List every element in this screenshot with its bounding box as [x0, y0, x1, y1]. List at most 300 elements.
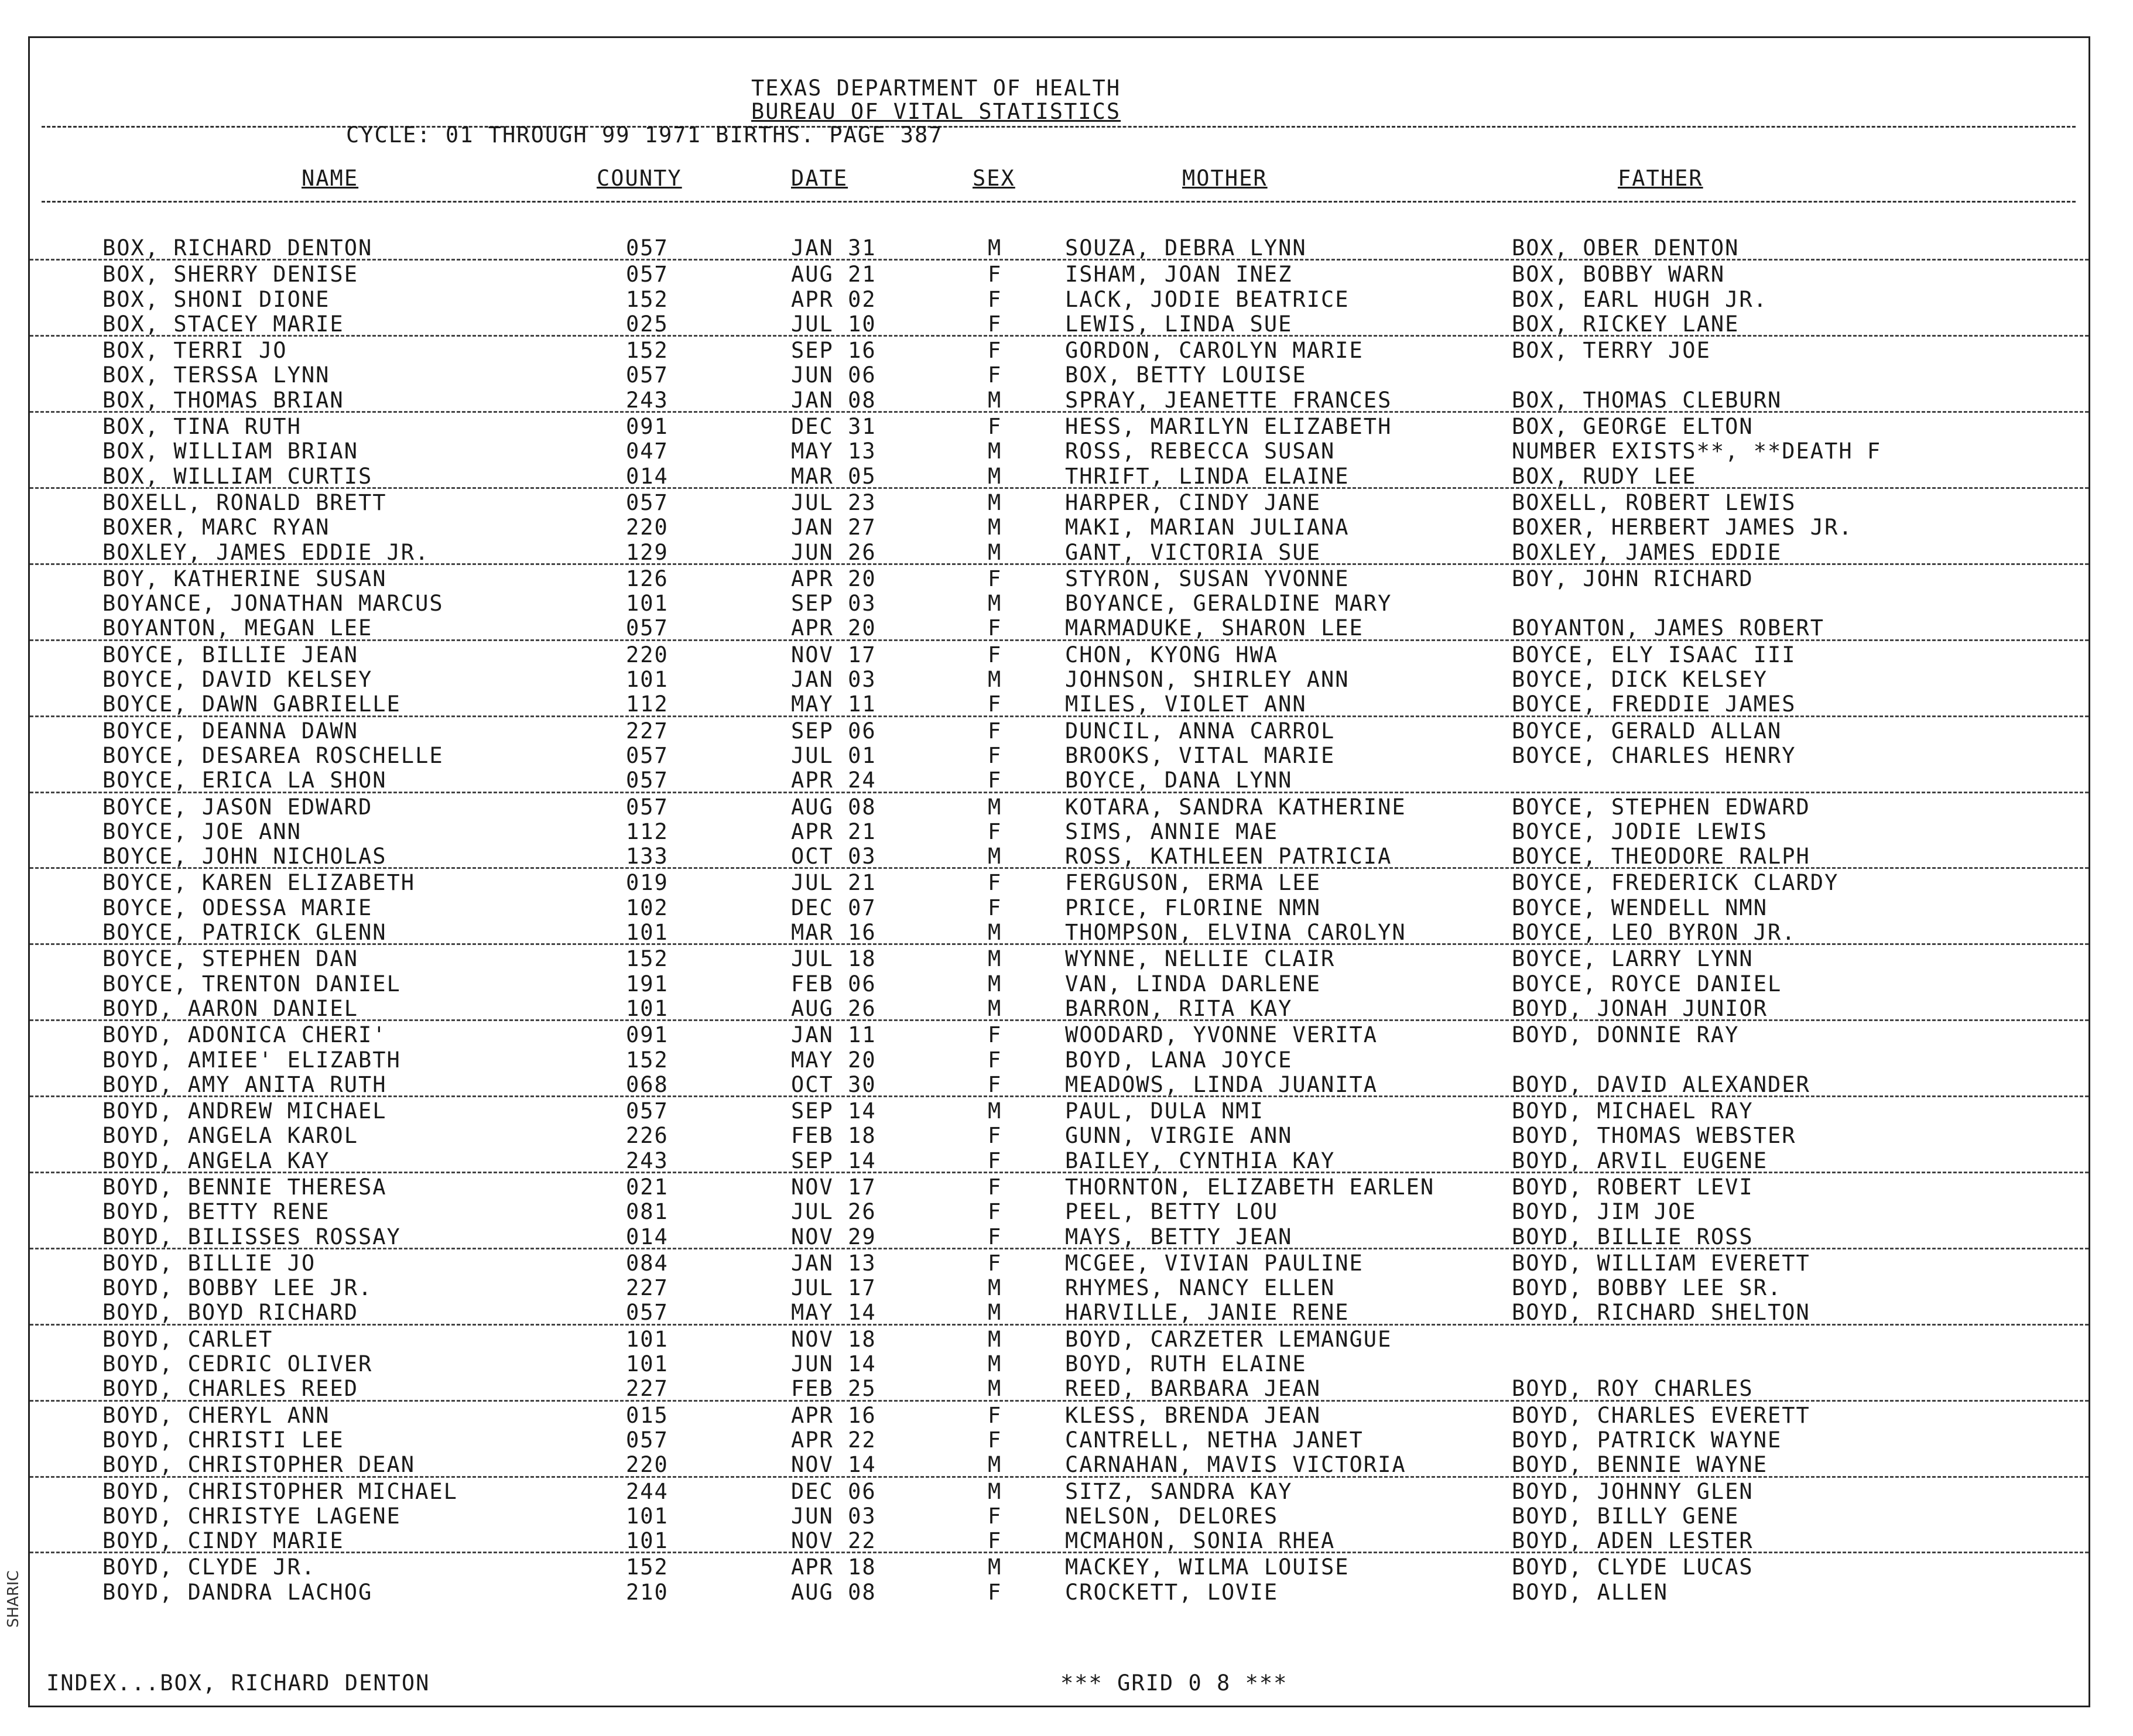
cell-county: 244	[626, 1478, 669, 1504]
cell-mother: BAILEY, CYNTHIA KAY	[1065, 1148, 1336, 1173]
cell-name: BOYCE, KAREN ELIZABETH	[102, 870, 416, 896]
cell-date: NOV 17	[791, 642, 877, 667]
cell-name: BOX, STACEY MARIE	[102, 311, 344, 337]
cell-mother: HARVILLE, JANIE RENE	[1065, 1300, 1350, 1326]
cell-father: BOYD, ADEN LESTER	[1512, 1528, 1754, 1554]
cell-father: BOYD, ROBERT LEVI	[1512, 1174, 1754, 1200]
cell-county: 226	[626, 1123, 669, 1149]
cell-name: BOYCE, JOE ANN	[102, 819, 302, 844]
cell-sex: M	[988, 946, 1002, 972]
cell-sex: M	[988, 1478, 1002, 1504]
cell-name: BOYD, CHRISTYE LAGENE	[102, 1503, 401, 1529]
cell-name: BOYANCE, JONATHAN MARCUS	[102, 591, 444, 617]
table-row	[30, 1502, 2089, 1527]
cell-mother: GORDON, CAROLYN MARIE	[1065, 338, 1364, 364]
cell-date: JUL 21	[791, 870, 877, 896]
table-row	[30, 1097, 2089, 1122]
cell-mother: STYRON, SUSAN YVONNE	[1065, 566, 1350, 591]
cell-father: BOYCE, STEPHEN EDWARD	[1512, 794, 1810, 820]
cell-name: BOYCE, JASON EDWARD	[102, 794, 373, 820]
cell-sex: M	[988, 439, 1002, 464]
cell-mother: ROSS, REBECCA SUSAN	[1065, 439, 1336, 464]
cell-name: BOYD, AARON DANIEL	[102, 995, 358, 1021]
table-row	[30, 995, 2089, 1021]
cell-sex: M	[988, 1275, 1002, 1301]
table-row	[30, 513, 2089, 538]
cell-county: 210	[626, 1579, 669, 1605]
column-header-name: NAME	[302, 166, 359, 191]
table-row	[30, 1249, 2089, 1274]
cell-county: 112	[626, 819, 669, 844]
cell-mother: BOX, BETTY LOUISE	[1065, 362, 1307, 388]
cell-mother: WYNNE, NELLIE CLAIR	[1065, 946, 1336, 972]
cell-father: BOYD, THOMAS WEBSTER	[1512, 1123, 1796, 1149]
cell-sex: M	[988, 667, 1002, 693]
cell-name: BOYCE, DAVID KELSEY	[102, 667, 373, 693]
cell-sex: M	[988, 1554, 1002, 1580]
cell-county: 057	[626, 362, 669, 388]
table-row	[30, 1122, 2089, 1149]
cell-county: 057	[626, 768, 669, 793]
table-row	[30, 793, 2089, 818]
table-row	[30, 1274, 2089, 1299]
cell-date: JUL 18	[791, 946, 877, 972]
cell-county: 227	[626, 718, 669, 744]
cell-county: 101	[626, 995, 669, 1021]
cell-sex: F	[988, 362, 1002, 388]
cell-father: BOYD, MICHAEL RAY	[1512, 1098, 1754, 1124]
cell-sex: F	[988, 1427, 1002, 1453]
cell-name: BOYCE, DEANNA DAWN	[102, 718, 358, 744]
cell-name: BOX, RICHARD DENTON	[102, 235, 373, 261]
table-row	[30, 614, 2089, 641]
cell-mother: MAKI, MARIAN JULIANA	[1065, 515, 1350, 540]
cell-sex: F	[988, 1071, 1002, 1097]
cell-name: BOYD, AMIEE' ELIZABTH	[102, 1047, 401, 1073]
cell-father: BOYD, JONAH JUNIOR	[1512, 995, 1768, 1021]
cell-name: BOYCE, ERICA LA SHON	[102, 768, 387, 793]
cell-date: JAN 13	[791, 1250, 877, 1276]
cell-date: SEP 03	[791, 591, 877, 617]
cell-county: 133	[626, 844, 669, 869]
cell-name: BOYD, CHRISTOPHER MICHAEL	[102, 1478, 458, 1504]
cell-name: BOX, THOMAS BRIAN	[102, 387, 344, 413]
cell-mother: FERGUSON, ERMA LEE	[1065, 870, 1321, 896]
cell-date: MAY 14	[791, 1300, 877, 1326]
cell-date: NOV 29	[791, 1224, 877, 1249]
table-row	[30, 970, 2089, 995]
cell-mother: MACKEY, WILMA LOUISE	[1065, 1554, 1350, 1580]
cell-sex: F	[988, 1402, 1002, 1428]
cell-sex: F	[988, 768, 1002, 793]
cell-father: BOYD, JIM JOE	[1512, 1199, 1697, 1225]
cell-sex: M	[988, 489, 1002, 515]
cell-mother: BOYD, CARZETER LEMANGUE	[1065, 1326, 1392, 1352]
cell-mother: WOODARD, YVONNE VERITA	[1065, 1022, 1378, 1048]
cell-name: BOXLEY, JAMES EDDIE JR.	[102, 539, 430, 565]
cell-sex: M	[988, 844, 1002, 869]
cell-sex: M	[988, 539, 1002, 565]
cell-name: BOYD, BILLIE JO	[102, 1250, 316, 1276]
bureau-title: BUREAU OF VITAL STATISTICS	[751, 99, 1121, 124]
cell-name: BOX, WILLIAM BRIAN	[102, 439, 358, 464]
cell-date: JAN 11	[791, 1022, 877, 1048]
cell-mother: MAYS, BETTY JEAN	[1065, 1224, 1293, 1249]
cell-name: BOYCE, TRENTON DANIEL	[102, 971, 401, 997]
table-row	[30, 1375, 2089, 1401]
cell-name: BOYANTON, MEGAN LEE	[102, 615, 373, 641]
cell-father: BOYD, JOHNNY GLEN	[1512, 1478, 1754, 1504]
cell-date: MAY 11	[791, 691, 877, 717]
cell-sex: F	[988, 819, 1002, 844]
cell-father: BOYCE, LARRY LYNN	[1512, 946, 1754, 972]
cell-mother: PEEL, BETTY LOU	[1065, 1199, 1279, 1225]
cell-county: 152	[626, 1554, 669, 1580]
cell-date: DEC 06	[791, 1478, 877, 1504]
cell-date: AUG 26	[791, 995, 877, 1021]
cell-date: DEC 07	[791, 895, 877, 920]
cell-mother: NELSON, DELORES	[1065, 1503, 1279, 1529]
cell-sex: F	[988, 870, 1002, 896]
cell-sex: M	[988, 1326, 1002, 1352]
table-row	[30, 310, 2089, 337]
cell-mother: BARRON, RITA KAY	[1065, 995, 1293, 1021]
cell-date: MAR 16	[791, 920, 877, 946]
column-header-sex: SEX	[973, 166, 1015, 191]
cell-county: 152	[626, 338, 669, 364]
column-header-mother: MOTHER	[1182, 166, 1268, 191]
cell-father: BOY, JOHN RICHARD	[1512, 566, 1754, 591]
cell-mother: MEADOWS, LINDA JUANITA	[1065, 1071, 1378, 1097]
cell-father: BOX, RUDY LEE	[1512, 463, 1697, 489]
cell-name: BOX, TINA RUTH	[102, 414, 302, 440]
cell-father: BOX, TERRY JOE	[1512, 338, 1711, 364]
table-row	[30, 843, 2089, 869]
table-row	[30, 1350, 2089, 1375]
cell-date: MAY 13	[791, 439, 877, 464]
cell-date: FEB 18	[791, 1123, 877, 1149]
table-row	[30, 463, 2089, 489]
cell-county: 025	[626, 311, 669, 337]
grid-label: *** GRID 0 8 ***	[1060, 1670, 1288, 1696]
cell-mother: SITZ, SANDRA KAY	[1065, 1478, 1293, 1504]
cell-sex: M	[988, 387, 1002, 413]
cell-sex: F	[988, 742, 1002, 768]
cell-father: BOYD, WILLIAM EVERETT	[1512, 1250, 1810, 1276]
cell-father: BOYD, BILLY GENE	[1512, 1503, 1740, 1529]
table-row	[30, 1173, 2089, 1198]
cell-county: 057	[626, 615, 669, 641]
cell-sex: F	[988, 1022, 1002, 1048]
cell-county: 191	[626, 971, 669, 997]
cell-mother: THRIFT, LINDA ELAINE	[1065, 463, 1350, 489]
cell-father: BOYCE, GERALD ALLAN	[1512, 718, 1782, 744]
cell-name: BOYD, ANDREW MICHAEL	[102, 1098, 387, 1124]
cell-date: NOV 14	[791, 1452, 877, 1478]
cell-mother: BOYCE, DANA LYNN	[1065, 768, 1293, 793]
cell-father: NUMBER EXISTS**, **DEATH F	[1512, 439, 1882, 464]
cell-name: BOYD, BOYD RICHARD	[102, 1300, 358, 1326]
cell-date: JUN 03	[791, 1503, 877, 1529]
column-header-date: DATE	[791, 166, 848, 191]
cell-date: FEB 25	[791, 1376, 877, 1402]
cell-father: BOX, BOBBY WARN	[1512, 262, 1725, 287]
cell-date: JUL 23	[791, 489, 877, 515]
cell-county: 047	[626, 439, 669, 464]
cell-mother: VAN, LINDA DARLENE	[1065, 971, 1321, 997]
cell-date: MAY 20	[791, 1047, 877, 1073]
cell-sex: F	[988, 1174, 1002, 1200]
cell-county: 101	[626, 591, 669, 617]
cell-county: 152	[626, 1047, 669, 1073]
cell-date: FEB 06	[791, 971, 877, 997]
cell-mother: REED, BARBARA JEAN	[1065, 1376, 1321, 1402]
cell-sex: F	[988, 1250, 1002, 1276]
cell-name: BOYD, BETTY RENE	[102, 1199, 330, 1225]
cell-name: BOYCE, DESAREA ROSCHELLE	[102, 742, 444, 768]
cell-county: 084	[626, 1250, 669, 1276]
cell-county: 101	[626, 1326, 669, 1352]
cell-sex: F	[988, 566, 1002, 591]
cell-sex: M	[988, 971, 1002, 997]
cell-county: 019	[626, 870, 669, 896]
cell-father: BOXLEY, JAMES EDDIE	[1512, 539, 1782, 565]
cell-county: 220	[626, 642, 669, 667]
table-row	[30, 1527, 2089, 1553]
column-header-divider	[42, 201, 2076, 203]
cell-father: BOYD, ALLEN	[1512, 1579, 1669, 1605]
cell-father: BOYCE, CHARLES HENRY	[1512, 742, 1796, 768]
table-row	[30, 1021, 2089, 1046]
cell-mother: CARNAHAN, MAVIS VICTORIA	[1065, 1452, 1406, 1478]
table-row	[30, 413, 2089, 440]
table-row	[30, 690, 2089, 717]
cell-mother: HESS, MARILYN ELIZABETH	[1065, 414, 1392, 440]
cell-father: BOYCE, ELY ISAAC III	[1512, 642, 1796, 667]
cell-father: BOYCE, JODIE LEWIS	[1512, 819, 1768, 844]
cell-name: BOYCE, ODESSA MARIE	[102, 895, 373, 920]
cell-date: SEP 14	[791, 1148, 877, 1173]
table-row	[30, 641, 2089, 666]
cell-sex: F	[988, 718, 1002, 744]
cell-name: BOYD, BENNIE THERESA	[102, 1174, 387, 1200]
cell-mother: MARMADUKE, SHARON LEE	[1065, 615, 1364, 641]
cell-county: 101	[626, 1503, 669, 1529]
record-sheet	[28, 36, 2090, 1707]
cell-father: BOYCE, DICK KELSEY	[1512, 667, 1768, 693]
cell-father: BOYCE, ROYCE DANIEL	[1512, 971, 1782, 997]
cell-mother: JOHNSON, SHIRLEY ANN	[1065, 667, 1350, 693]
cell-sex: F	[988, 262, 1002, 287]
table-row	[30, 766, 2089, 793]
cell-county: 129	[626, 539, 669, 565]
cell-county: 068	[626, 1071, 669, 1097]
cell-mother: KOTARA, SANDRA KATHERINE	[1065, 794, 1406, 820]
table-row	[30, 565, 2089, 590]
cell-name: BOX, SHERRY DENISE	[102, 262, 358, 287]
cell-father: BOYD, ARVIL EUGENE	[1512, 1148, 1768, 1173]
cell-father: BOYD, BOBBY LEE SR.	[1512, 1275, 1782, 1301]
cell-sex: F	[988, 286, 1002, 312]
cell-mother: THOMPSON, ELVINA CAROLYN	[1065, 920, 1406, 946]
cell-mother: SOUZA, DEBRA LYNN	[1065, 235, 1307, 261]
cell-sex: M	[988, 1300, 1002, 1326]
cell-name: BOYCE, JOHN NICHOLAS	[102, 844, 387, 869]
table-row	[30, 818, 2089, 843]
cell-mother: CANTRELL, NETHA JANET	[1065, 1427, 1364, 1453]
cell-sex: F	[988, 1199, 1002, 1225]
cell-date: JAN 31	[791, 235, 877, 261]
cell-date: JUL 10	[791, 311, 877, 337]
cell-mother: CROCKETT, LOVIE	[1065, 1579, 1279, 1605]
cell-name: BOYCE, DAWN GABRIELLE	[102, 691, 401, 717]
cell-mother: MCGEE, VIVIAN PAULINE	[1065, 1250, 1364, 1276]
cell-mother: PRICE, FLORINE NMN	[1065, 895, 1321, 920]
table-row	[30, 1426, 2089, 1451]
table-row	[30, 1223, 2089, 1249]
cell-sex: M	[988, 235, 1002, 261]
table-row	[30, 361, 2089, 386]
cell-county: 112	[626, 691, 669, 717]
cell-mother: BOYANCE, GERALDINE MARY	[1065, 591, 1392, 617]
table-row	[30, 437, 2089, 462]
cell-county: 057	[626, 1300, 669, 1326]
cell-sex: F	[988, 615, 1002, 641]
table-row	[30, 945, 2089, 970]
table-row	[30, 234, 2089, 261]
table-row	[30, 489, 2089, 513]
cell-date: SEP 14	[791, 1098, 877, 1124]
cell-mother: LEWIS, LINDA SUE	[1065, 311, 1293, 337]
table-row	[30, 1579, 2089, 1603]
table-row	[30, 1478, 2089, 1502]
cell-father: BOYD, CLYDE LUCAS	[1512, 1554, 1754, 1580]
cell-mother: KLESS, BRENDA JEAN	[1065, 1402, 1321, 1428]
cell-mother: SPRAY, JEANETTE FRANCES	[1065, 387, 1392, 413]
cell-mother: THORNTON, ELIZABETH EARLEN	[1065, 1174, 1435, 1200]
cell-date: SEP 06	[791, 718, 877, 744]
agency-title: TEXAS DEPARTMENT OF HEALTH	[751, 76, 1121, 101]
cell-name: BOY, KATHERINE SUSAN	[102, 566, 387, 591]
table-row	[30, 337, 2089, 364]
cell-county: 101	[626, 667, 669, 693]
cell-date: APR 20	[791, 566, 877, 591]
cell-sex: F	[988, 414, 1002, 440]
cell-sex: F	[988, 338, 1002, 364]
cell-date: JUL 26	[791, 1199, 877, 1225]
cell-county: 220	[626, 1452, 669, 1478]
cell-date: NOV 18	[791, 1326, 877, 1352]
cell-name: BOYD, AMY ANITA RUTH	[102, 1071, 387, 1097]
cell-date: OCT 03	[791, 844, 877, 869]
cell-county: 091	[626, 1022, 669, 1048]
cell-name: BOYCE, PATRICK GLENN	[102, 920, 387, 946]
cell-mother: HARPER, CINDY JANE	[1065, 489, 1321, 515]
table-row	[30, 539, 2089, 565]
cell-name: BOYD, ADONICA CHERI'	[102, 1022, 387, 1048]
cell-father: BOYCE, FREDERICK CLARDY	[1512, 870, 1839, 896]
cell-sex: M	[988, 1351, 1002, 1377]
cell-county: 057	[626, 1098, 669, 1124]
cell-county: 101	[626, 1528, 669, 1554]
table-row	[30, 261, 2089, 285]
cell-date: OCT 30	[791, 1071, 877, 1097]
index-label: INDEX...BOX, RICHARD DENTON	[46, 1670, 430, 1696]
cell-sex: F	[988, 642, 1002, 667]
cell-father: BOX, GEORGE ELTON	[1512, 414, 1754, 440]
cell-sex: M	[988, 591, 1002, 617]
cell-sex: M	[988, 1098, 1002, 1124]
birth-records-list	[30, 234, 2089, 1603]
cell-father: BOYCE, WENDELL NMN	[1512, 895, 1768, 920]
cell-county: 227	[626, 1376, 669, 1402]
cell-mother: PAUL, DULA NMI	[1065, 1098, 1264, 1124]
column-header-father: FATHER	[1618, 166, 1703, 191]
cell-county: 101	[626, 1351, 669, 1377]
table-row	[30, 1198, 2089, 1223]
cell-date: JUN 06	[791, 362, 877, 388]
cell-mother: CHON, KYONG HWA	[1065, 642, 1279, 667]
cell-date: APR 02	[791, 286, 877, 312]
column-header-county: COUNTY	[597, 166, 682, 191]
cell-mother: ISHAM, JOAN INEZ	[1065, 262, 1293, 287]
cell-county: 057	[626, 794, 669, 820]
cell-name: BOYD, CHARLES REED	[102, 1376, 358, 1402]
cell-father: BOYANTON, JAMES ROBERT	[1512, 615, 1825, 641]
table-row	[30, 590, 2089, 617]
cell-county: 152	[626, 946, 669, 972]
table-row	[30, 1299, 2089, 1325]
cell-mother: RHYMES, NANCY ELLEN	[1065, 1275, 1336, 1301]
table-row	[30, 1071, 2089, 1097]
cell-father: BOYD, BILLIE ROSS	[1512, 1224, 1754, 1249]
table-row	[30, 1451, 2089, 1477]
table-row	[30, 717, 2089, 742]
cell-date: APR 16	[791, 1402, 877, 1428]
cell-county: 057	[626, 489, 669, 515]
cell-father: BOX, THOMAS CLEBURN	[1512, 387, 1782, 413]
cell-name: BOYD, CHRISTI LEE	[102, 1427, 344, 1453]
table-row	[30, 1553, 2089, 1578]
cell-date: JAN 27	[791, 515, 877, 540]
cell-father: BOYCE, LEO BYRON JR.	[1512, 920, 1796, 946]
cell-county: 243	[626, 1148, 669, 1173]
cell-date: JAN 08	[791, 387, 877, 413]
cell-date: APR 18	[791, 1554, 877, 1580]
cell-name: BOX, SHONI DIONE	[102, 286, 330, 312]
cell-name: BOYD, CLYDE JR.	[102, 1554, 316, 1580]
cell-date: NOV 17	[791, 1174, 877, 1200]
cell-date: JUN 14	[791, 1351, 877, 1377]
cell-date: NOV 22	[791, 1528, 877, 1554]
cell-father: BOYD, PATRICK WAYNE	[1512, 1427, 1782, 1453]
cell-father: BOYD, BENNIE WAYNE	[1512, 1452, 1768, 1478]
cell-sex: F	[988, 1528, 1002, 1554]
cell-name: BOYCE, STEPHEN DAN	[102, 946, 358, 972]
cell-county: 021	[626, 1174, 669, 1200]
cell-county: 243	[626, 387, 669, 413]
cell-mother: MILES, VIOLET ANN	[1065, 691, 1307, 717]
cell-father: BOXELL, ROBERT LEWIS	[1512, 489, 1796, 515]
cell-county: 091	[626, 414, 669, 440]
cell-mother: LACK, JODIE BEATRICE	[1065, 286, 1350, 312]
cell-name: BOYD, DANDRA LACHOG	[102, 1579, 373, 1605]
cell-name: BOYD, CEDRIC OLIVER	[102, 1351, 373, 1377]
cell-date: JUL 17	[791, 1275, 877, 1301]
cell-name: BOYD, CHERYL ANN	[102, 1402, 330, 1428]
cell-name: BOYCE, BILLIE JEAN	[102, 642, 358, 667]
cell-father: BOX, EARL HUGH JR.	[1512, 286, 1768, 312]
